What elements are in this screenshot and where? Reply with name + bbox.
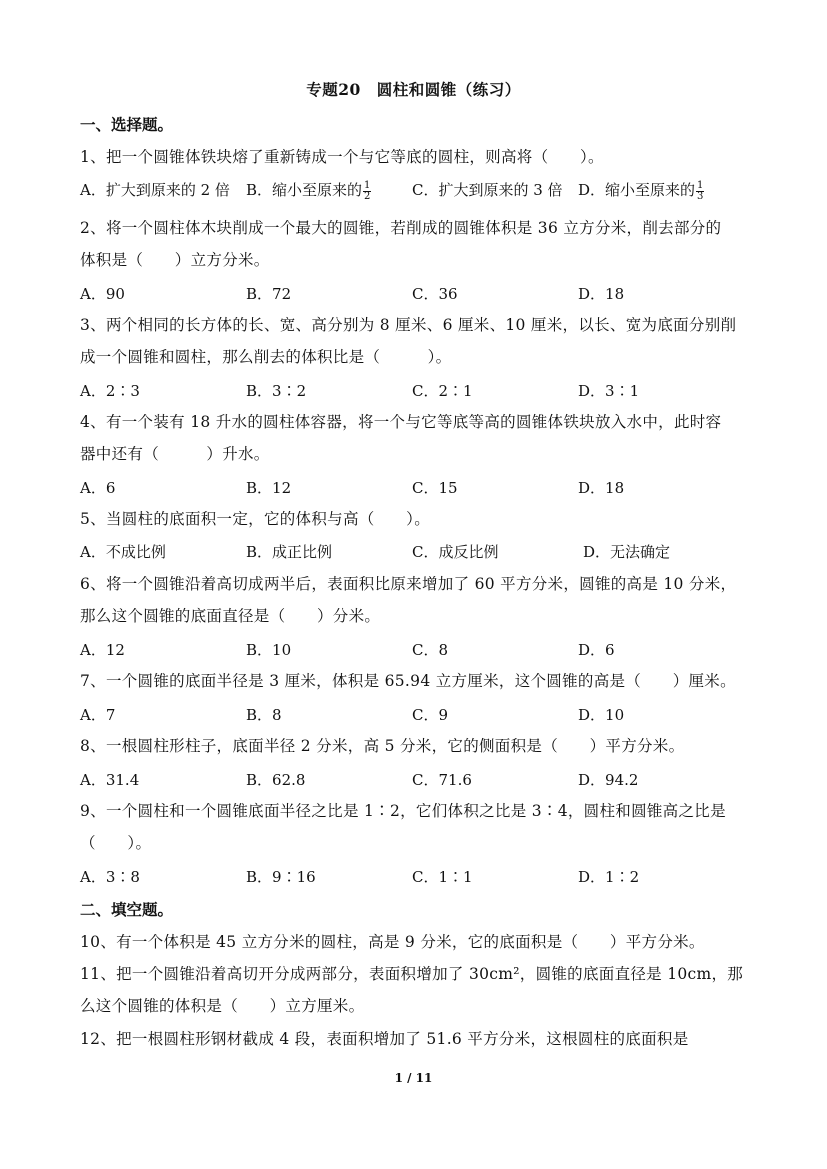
option-c: C．8 <box>412 641 449 659</box>
option-a: A．6 <box>80 479 116 497</box>
fraction-denominator: 3 <box>697 190 704 202</box>
option-d: D．6 <box>578 641 615 659</box>
question-3-line-1: 3、两个相同的长方体的长、宽、高分别为 8 厘米、6 厘米、10 厘米，以长、宽为底面分别削 <box>80 316 737 334</box>
question-4-line-1: 4、有一个装有 18 升水的圆柱体容器，将一个与它等底等高的圆锥体铁块放入水中，此时容 <box>80 413 722 431</box>
fraction <box>363 181 371 202</box>
question-1: 1、把一个圆锥体铁块熔了重新铸成一个与它等底的圆柱，则高将（ ）。 <box>80 148 604 166</box>
option-c: C．成反比例 <box>412 543 499 561</box>
question-1-options <box>80 179 760 201</box>
option-c: C．15 <box>412 479 458 497</box>
option-a: A．31.4 <box>80 771 140 789</box>
option-b: B．9∶16 <box>246 868 316 886</box>
option-a: A．不成比例 <box>80 543 166 561</box>
question-7: 7、一个圆锥的底面半径是 3 厘米，体积是 65.94 立方厘米，这个圆锥的高是（ ）厘米。 <box>80 672 736 690</box>
option-d: D．18 <box>578 479 625 497</box>
option-d: D．无法确定 <box>583 543 671 561</box>
question-11-line-1: 11、把一个圆锥沿着高切开分成两部分，表面积增加了 30cm²，圆锥的底面直径是 10cm，那 <box>80 965 744 983</box>
question-4-options <box>80 477 760 499</box>
question-4-line-2: 器中还有（ ）升水。 <box>80 445 270 463</box>
page-title: 专题20 圆柱和圆锥（练习） <box>306 80 521 99</box>
fraction-numerator: 1 <box>364 179 371 191</box>
question-5-options <box>80 541 760 563</box>
question-8-options <box>80 769 760 791</box>
question-9-options <box>80 866 760 888</box>
question-10: 10、有一个体积是 45 立方分米的圆柱，高是 9 分米，它的底面积是（ ）平方分米。 <box>80 933 705 951</box>
question-11-line-2: 么这个圆锥的体积是（ ）立方厘米。 <box>80 997 365 1015</box>
option-b-text: B．缩小至原来的 <box>246 181 363 199</box>
option-d: D．3∶1 <box>578 382 640 400</box>
option-a: A．90 <box>80 285 125 303</box>
option-d: D．18 <box>578 285 625 303</box>
option-c: C．1∶1 <box>412 868 473 886</box>
question-6-line-2: 那么这个圆锥的底面直径是（ ）分米。 <box>80 607 381 625</box>
question-9-line-2: （ ）。 <box>80 834 152 852</box>
option-c: C．36 <box>412 285 458 303</box>
question-2-line-1: 2、将一个圆柱体木块削成一个最大的圆锥，若削成的圆锥体积是 36 立方分米，削去部分的 <box>80 219 722 237</box>
option-b <box>246 179 371 202</box>
question-3-options <box>80 380 760 402</box>
fraction-numerator: 1 <box>697 179 704 191</box>
option-b: B．72 <box>246 285 292 303</box>
option-d-text: D．缩小至原来的 <box>578 181 696 199</box>
option-c: C．扩大到原来的 3 倍 <box>412 181 563 199</box>
question-8: 8、一根圆柱形柱子，底面半径 2 分米，高 5 分米，它的侧面积是（ ）平方分米。 <box>80 737 685 755</box>
option-b: B．12 <box>246 479 292 497</box>
option-d: D．10 <box>578 706 625 724</box>
question-3-line-2: 成一个圆锥和圆柱，那么削去的体积比是（ ）。 <box>80 348 452 366</box>
option-c: C．9 <box>412 706 449 724</box>
question-7-options <box>80 704 760 726</box>
option-b: B．3∶2 <box>246 382 307 400</box>
fraction-denominator: 2 <box>364 190 371 202</box>
question-5: 5、当圆柱的底面积一定，它的体积与高（ ）。 <box>80 510 431 528</box>
section-heading-multiple-choice: 一、选择题。 <box>80 115 174 134</box>
option-d <box>578 179 704 202</box>
option-a: A．2∶3 <box>80 382 140 400</box>
fraction <box>696 181 704 202</box>
option-a: A．12 <box>80 641 125 659</box>
option-c: C．71.6 <box>412 771 472 789</box>
option-a: A．扩大到原来的 2 倍 <box>80 181 230 199</box>
option-a: A．7 <box>80 706 116 724</box>
section-heading-fill-in-blanks: 二、填空题。 <box>80 900 174 919</box>
question-9-line-1: 9、一个圆柱和一个圆锥底面半径之比是 1∶2，它们体积之比是 3∶4，圆柱和圆锥高之比是 <box>80 802 726 820</box>
option-d: D．1∶2 <box>578 868 640 886</box>
question-6-options <box>80 639 760 661</box>
option-b: B．10 <box>246 641 292 659</box>
page-number: 1 / 11 <box>394 1071 433 1085</box>
option-a: A．3∶8 <box>80 868 140 886</box>
question-6-line-1: 6、将一个圆锥沿着高切成两半后，表面积比原来增加了 60 平方分米，圆锥的高是 10 分米， <box>80 575 737 593</box>
option-b: B．8 <box>246 706 282 724</box>
question-12-line-1: 12、把一根圆柱形钢材截成 4 段，表面积增加了 51.6 平方分米，这根圆柱的底面积是 <box>80 1030 689 1048</box>
option-b: B．62.8 <box>246 771 306 789</box>
option-d: D．94.2 <box>578 771 639 789</box>
question-2-options <box>80 283 760 305</box>
option-c: C．2∶1 <box>412 382 473 400</box>
question-2-line-2: 体积是（ ）立方分米。 <box>80 251 270 269</box>
option-b: B．成正比例 <box>246 543 333 561</box>
